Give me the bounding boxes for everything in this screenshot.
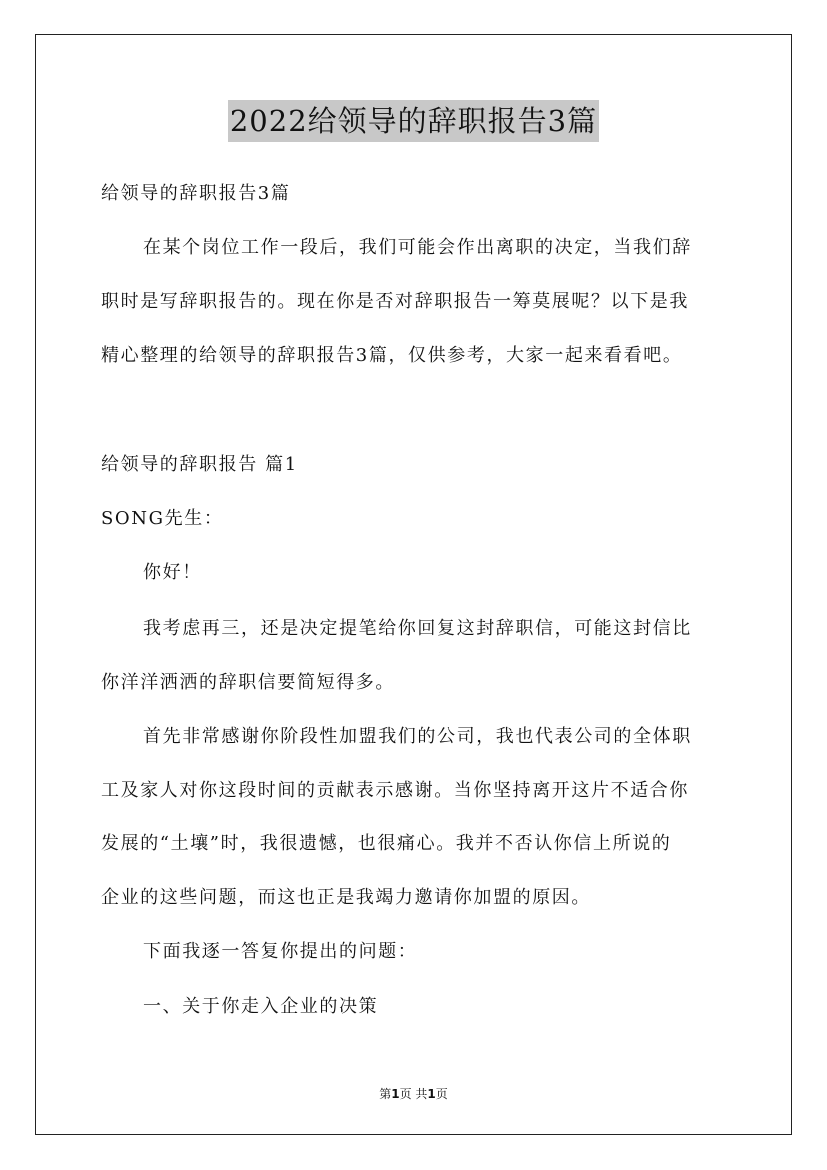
intro-line-2: 职时是写辞职报告的。现在你是否对辞职报告一筹莫展呢？以下是我 — [101, 291, 689, 312]
footer-mid: 页 共 — [399, 1087, 428, 1101]
intro-line-3: 精心整理的给领导的辞职报告3篇，仅供参考，大家一起来看看吧。 — [101, 345, 683, 366]
footer-prefix: 第 — [379, 1087, 392, 1101]
page-footer — [0, 1085, 827, 1102]
para2-line-3: 发展的“土壤”时，我很遗憾，也很痛心。我并不否认你信上所说的 — [101, 833, 672, 854]
footer-suffix: 页 — [435, 1087, 448, 1101]
para1-line-1: 我考虑再三，还是决定提笔给你回复这封辞职信，可能这封信比 — [143, 618, 692, 639]
intro-line-1: 在某个岗位工作一段后，我们可能会作出离职的决定，当我们辞 — [143, 237, 692, 258]
para2-line-4: 企业的这些问题，而这也正是我竭力邀请你加盟的原因。 — [101, 887, 591, 908]
para1-line-2: 你洋洋洒洒的辞职信要简短得多。 — [101, 672, 395, 693]
footer-page-num: 1 — [391, 1087, 400, 1101]
title-container — [0, 100, 827, 142]
greeting: 你好！ — [143, 562, 202, 583]
para2-line-2: 工及家人对你这段时间的贡献表示感谢。当你坚持离开这片不适合你 — [101, 780, 689, 801]
para2-line-1: 首先非常感谢你阶段性加盟我们的公司，我也代表公司的全体职 — [143, 726, 692, 747]
section-heading: 给领导的辞职报告 篇1 — [101, 454, 298, 475]
para4: 一、关于你走入企业的决策 — [143, 996, 379, 1017]
footer-page-total: 1 — [427, 1087, 436, 1101]
document-title: 2022给领导的辞职报告3篇 — [228, 100, 599, 142]
salutation: SONG先生： — [101, 508, 224, 529]
para3: 下面我逐一答复你提出的问题： — [143, 941, 418, 962]
subtitle: 给领导的辞职报告3篇 — [101, 183, 291, 204]
